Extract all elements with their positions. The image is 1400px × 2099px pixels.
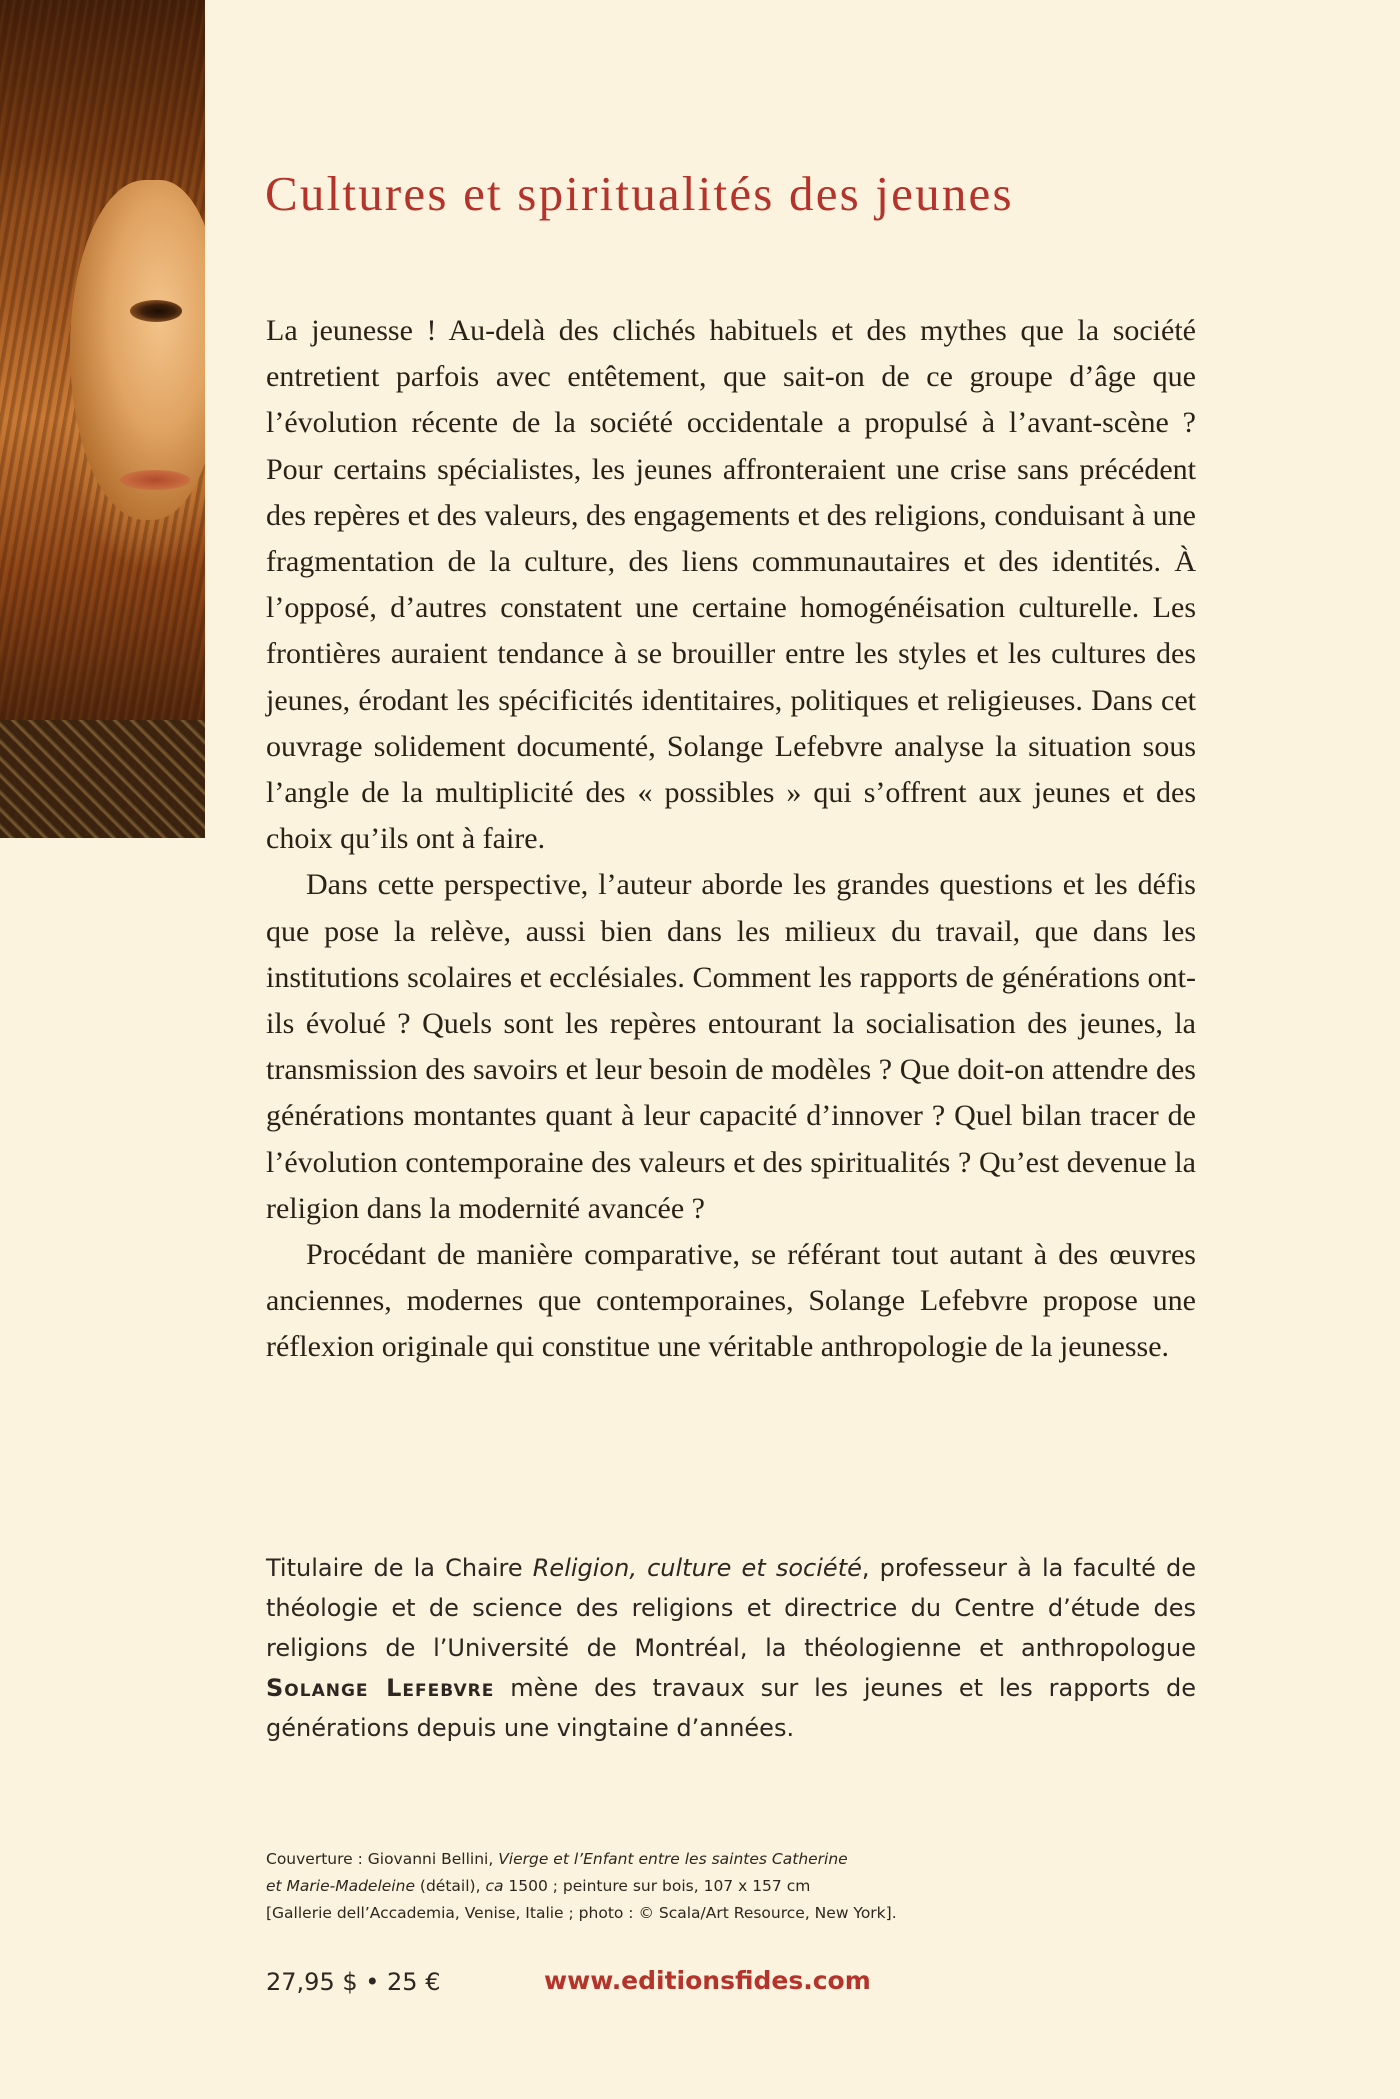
cover-portrait-image (0, 0, 205, 838)
artwork-location: [Gallerie dell’Accademia, Venise, Italie ; photo : © Scala/Art Resource, New York]. (266, 1904, 897, 1922)
book-title: Cultures et spiritualités des jeunes (265, 166, 1014, 221)
description-paragraph: Procédant de manière comparative, se référant tout autant à des œuvres anciennes, modernes que contemporaines, Solange Lefebvre propose une réflexion originale qui constitue une véritable anthropologie de la jeunesse. (266, 1238, 1196, 1364)
publisher-website-link[interactable]: www.editionsfides.com (544, 1966, 871, 1995)
author-bio: Titulaire de la Chaire Religion, culture et société, professeur à la faculté de théologie et de science des religions et directrice du Centre d’étude des religions de l’Université de Montréal, la théologienne et anthropologue Solange Lefebvre mène des travaux sur les jeunes et les rapports de générations depuis une vingtaine d’années. (266, 1554, 1197, 1742)
cover-credits: Couverture : Giovanni Bellini, Vierge et l’Enfant entre les saintes Catherine et Marie-Madeleine (détail), ca 1500 ; peinture sur bois, 107 x 157 cm [Gallerie dell’Accademia, Venise, Italie ; photo : © Scala/Art Resource, New York]. (266, 1850, 897, 1922)
book-description (266, 308, 1196, 1371)
chair-name: Religion, culture et société (532, 1554, 862, 1582)
artwork-title: Vierge et l’Enfant entre les saintes Catherine (498, 1850, 848, 1868)
description-paragraph: Dans cette perspective, l’auteur aborde les grandes questions et les défis que pose la relève, aussi bien dans les milieux du travail, que dans les institutions scolaires et ecclésiales. Comment les rapports de générations ont-ils évolué ? Quels sont les repères entourant la socialisation des jeunes, la transmission des savoirs et leur besoin de modèles ? Que doit-on attendre des générations montantes quant à leur capacité d’innover ? Quel bilan tracer de l’évolution contemporaine des valeurs et des spiritualités ? Qu’est devenue la religion dans la modernité avancée ? (266, 868, 1196, 1225)
price: 27,95 $ • 25 € (266, 1968, 441, 1996)
author-name: Solange Lefebvre (266, 1674, 495, 1702)
artwork-title-continued: et Marie-Madeleine (266, 1877, 415, 1895)
description-paragraph: La jeunesse ! Au-delà des clichés habituels et des mythes que la société entretient parfois avec entêtement, que sait-on de ce groupe d’âge que l’évolution récente de la société occidentale a propulsé à l’avant-scène ? Pour certains spécialistes, les jeunes affronteraient une crise sans précédent des repères et des valeurs, des engagements et des religions, conduisant à une fragmentation de la culture, des liens communautaires et des identités. À l’opposé, d’autres constatent une certaine homogénéisation culturelle. Les frontières auraient tendance à se brouiller entre les styles et les cultures des jeunes, érodant les spécificités identitaires, politiques et religieuses. Dans cet ouvrage solidement documenté, Solange Lefebvre analyse la situation sous l’angle de la multiplicité des « possibles » qui s’offrent aux jeunes et des choix qu’ils ont à faire. (266, 314, 1196, 856)
